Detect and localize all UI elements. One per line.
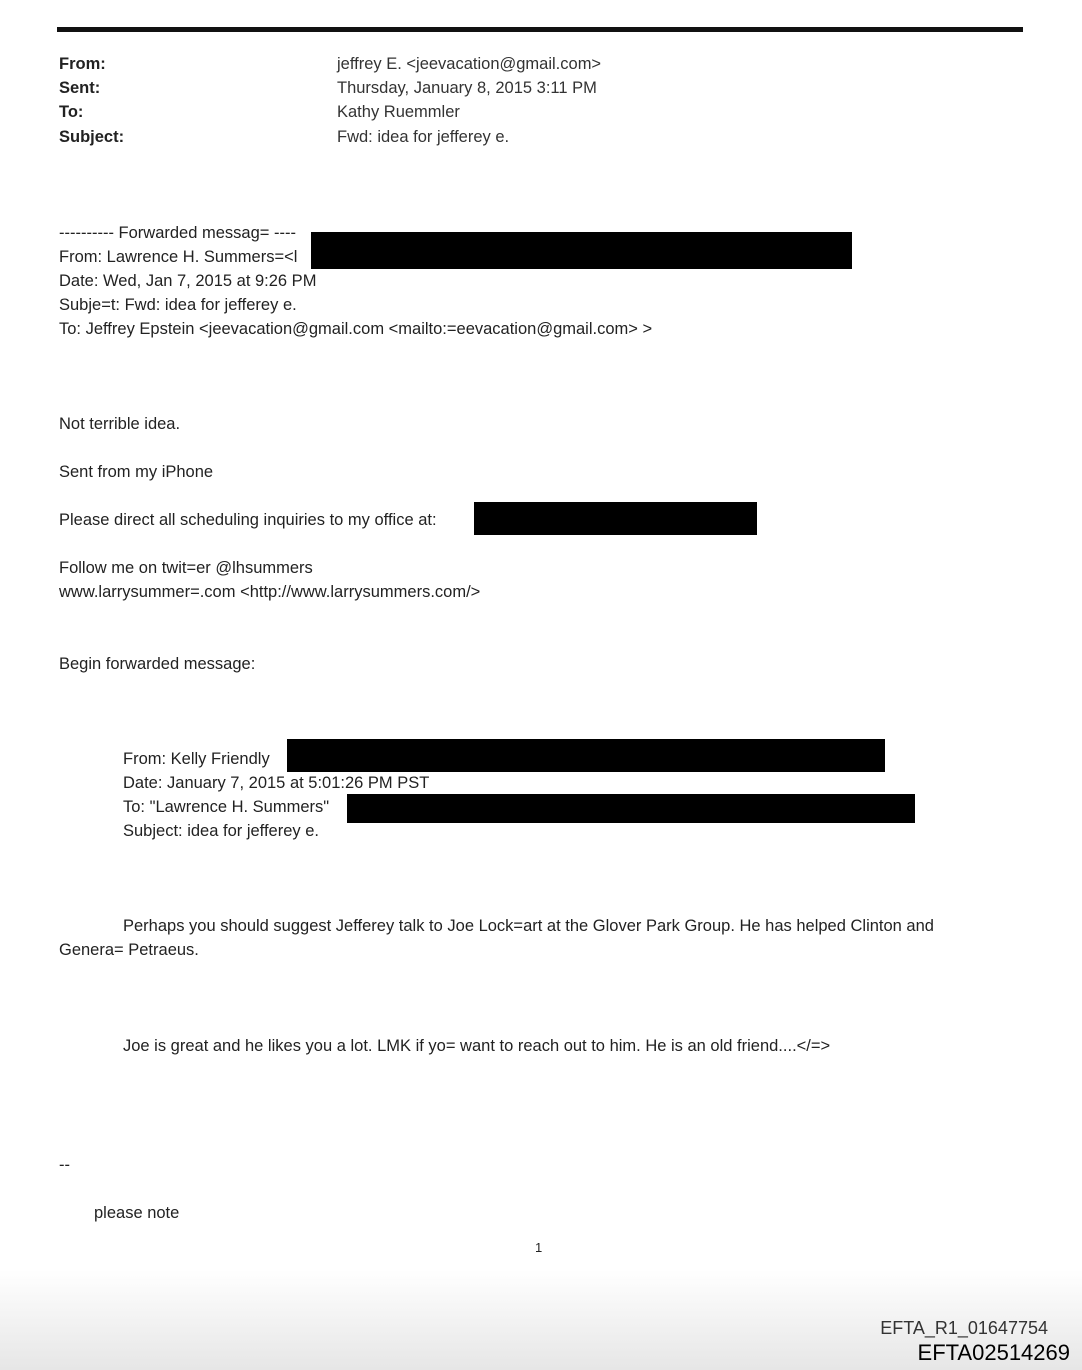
bates-number-primary: EFTA_R1_01647754 [880,1318,1048,1338]
bates-number-secondary: EFTA02514269 [917,1340,1070,1365]
signature-separator: -- [59,1156,70,1174]
body-link: www.larrysummer=.com <http://www.larrysummers.com/> [59,583,481,601]
top-rule [57,27,1023,32]
fwd1-date: Date: Wed, Jan 7, 2015 at 9:26 PM [59,272,317,290]
fwd1-to: To: Jeffrey Epstein <jeevacation@gmail.com <mailto:=eevacation@gmail.com> > [59,320,653,338]
redaction [347,794,915,823]
fwd1-from: From: Lawrence H. Summers=<l [59,248,298,266]
subject-label: Subject: [59,128,125,146]
redaction [311,232,852,269]
note-text: please note [94,1204,180,1222]
body-line: Not terrible idea. [59,415,181,433]
body-line: Please direct all scheduling inquiries to my office at: [59,511,437,529]
body-paragraph: Joe is great and he likes you a lot. LMK if yo= want to reach out to him. He is an old friend....</=> [123,1037,831,1055]
redaction [287,739,885,772]
page-number: 1 [535,1240,543,1255]
sent-label: Sent: [59,79,101,97]
fwd1-subject: Subje=t: Fwd: idea for jefferey e. [59,296,297,314]
to-label: To: [59,103,84,121]
body-paragraph: Perhaps you should suggest Jefferey talk to Joe Lock=art at the Glover Park Group. He has helped Clinton and [123,917,934,935]
fwd2-from: From: Kelly Friendly [123,750,270,768]
body-line: Sent from my iPhone [59,463,214,481]
fwd2-date: Date: January 7, 2015 at 5:01:26 PM PST [123,774,430,792]
from-label: From: [59,55,106,73]
forward-banner: ---------- Forwarded messag= ---- [59,224,296,242]
redaction [474,502,757,535]
sent-value: Thursday, January 8, 2015 3:11 PM [337,79,597,97]
body-line: Begin forwarded message: [59,655,256,673]
body-paragraph: Genera= Petraeus. [59,941,199,959]
body-line: Follow me on twit=er @lhsummers [59,559,313,577]
subject-value: Fwd: idea for jefferey e. [337,128,510,146]
to-value: Kathy Ruemmler [337,103,460,121]
from-value: jeffrey E. <jeevacation@gmail.com> [337,55,602,73]
fwd2-to: To: "Lawrence H. Summers" [123,798,330,816]
fwd2-subject: Subject: idea for jefferey e. [123,822,319,840]
